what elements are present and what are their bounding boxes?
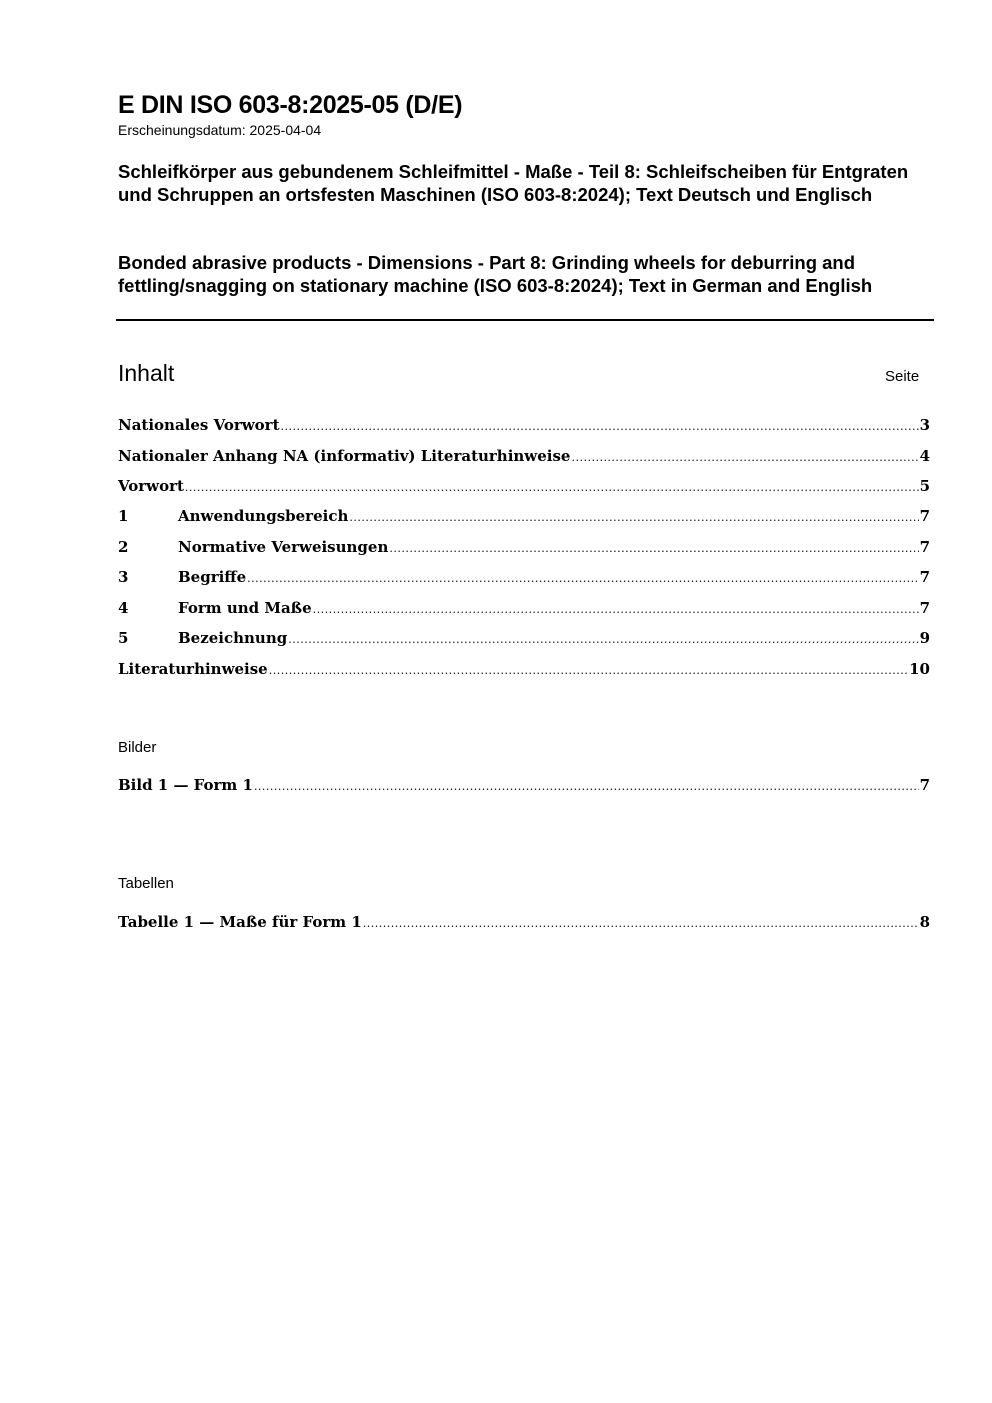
toc-heading: Inhalt bbox=[118, 360, 175, 386]
tables-heading: Tabellen bbox=[118, 875, 174, 892]
toc-entry-page: 5 bbox=[919, 477, 930, 495]
toc-leader bbox=[313, 603, 919, 616]
table-entry-tabelle-1[interactable] bbox=[118, 913, 930, 935]
toc-entry-text: Begriffe bbox=[178, 568, 247, 586]
toc-leader bbox=[363, 917, 919, 930]
toc-entry-number: 1 bbox=[118, 507, 129, 525]
figure-entry-bild-1[interactable] bbox=[118, 776, 930, 798]
toc-leader bbox=[254, 780, 919, 793]
toc-entry-normative-verweisungen[interactable] bbox=[118, 538, 930, 560]
toc-entry-number: 3 bbox=[118, 568, 129, 586]
toc-leader bbox=[349, 511, 918, 524]
toc-entry-page: 4 bbox=[919, 447, 930, 465]
toc-entry-vorwort[interactable] bbox=[118, 477, 930, 499]
toc-entry-page: 7 bbox=[919, 507, 930, 525]
title-english: Bonded abrasive products - Dimensions - Part 8: Grinding wheels for deburring and fettling/snagging on stationary machine (ISO 603-8:2024); Text in German and English bbox=[118, 252, 873, 296]
toc-entry-page: 10 bbox=[909, 660, 930, 678]
toc-entry-text: Bezeichnung bbox=[178, 629, 288, 647]
toc-leader bbox=[281, 420, 919, 433]
toc-leader bbox=[247, 572, 918, 585]
figures-heading: Bilder bbox=[118, 739, 157, 756]
toc-leader bbox=[571, 451, 918, 464]
toc-leader bbox=[389, 542, 918, 555]
toc-entry-page: 7 bbox=[919, 568, 930, 586]
toc-page-label: Seite bbox=[885, 368, 920, 385]
toc-entry-text: Nationales Vorwort bbox=[118, 416, 280, 434]
table-entry-page: 8 bbox=[919, 913, 930, 931]
figure-entry-page: 7 bbox=[919, 776, 930, 794]
toc-entry-number: 4 bbox=[118, 599, 129, 617]
toc-entry-number: 5 bbox=[118, 629, 129, 647]
toc-entry-anwendungsbereich[interactable] bbox=[118, 507, 930, 529]
document-id: E DIN ISO 603-8:2025-05 (D/E) bbox=[118, 91, 463, 119]
table-entry-text: Tabelle 1 — Maße für Form 1 bbox=[118, 913, 362, 931]
toc-entry-nationaler-anhang[interactable] bbox=[118, 447, 930, 469]
toc-entry-nationales-vorwort[interactable] bbox=[118, 416, 930, 438]
toc-entry-text: Normative Verweisungen bbox=[178, 538, 389, 556]
toc-entry-text: Form und Maße bbox=[178, 599, 312, 617]
toc-entry-form-und-masse[interactable] bbox=[118, 599, 930, 621]
toc-entry-page: 7 bbox=[919, 538, 930, 556]
toc-entry-number: 2 bbox=[118, 538, 129, 556]
toc-entry-text: Vorwort bbox=[118, 477, 184, 495]
toc-entry-page: 9 bbox=[919, 629, 930, 647]
toc-entry-page: 3 bbox=[919, 416, 930, 434]
toc-entry-text: Anwendungsbereich bbox=[178, 507, 349, 525]
title-german: Schleifkörper aus gebundenem Schleifmittel - Maße - Teil 8: Schleifscheiben für Entgraten und Schruppen an ortsfesten Maschinen (ISO 603-8:2024); Text Deutsch und Englisch bbox=[118, 161, 909, 205]
toc-leader bbox=[269, 664, 908, 677]
toc-entry-text: Literaturhinweise bbox=[118, 660, 268, 678]
toc-entry-text: Nationaler Anhang NA (informativ) Literaturhinweise bbox=[118, 447, 571, 465]
toc-leader bbox=[185, 481, 919, 494]
publication-date: Erscheinungsdatum: 2025-04-04 bbox=[118, 122, 322, 138]
toc-entry-begriffe[interactable] bbox=[118, 568, 930, 590]
toc-entry-literaturhinweise[interactable] bbox=[118, 660, 930, 682]
title-divider bbox=[116, 319, 934, 321]
toc-entry-bezeichnung[interactable] bbox=[118, 629, 930, 651]
figure-entry-text: Bild 1 — Form 1 bbox=[118, 776, 253, 794]
toc-entry-page: 7 bbox=[919, 599, 930, 617]
toc-leader bbox=[288, 633, 918, 646]
